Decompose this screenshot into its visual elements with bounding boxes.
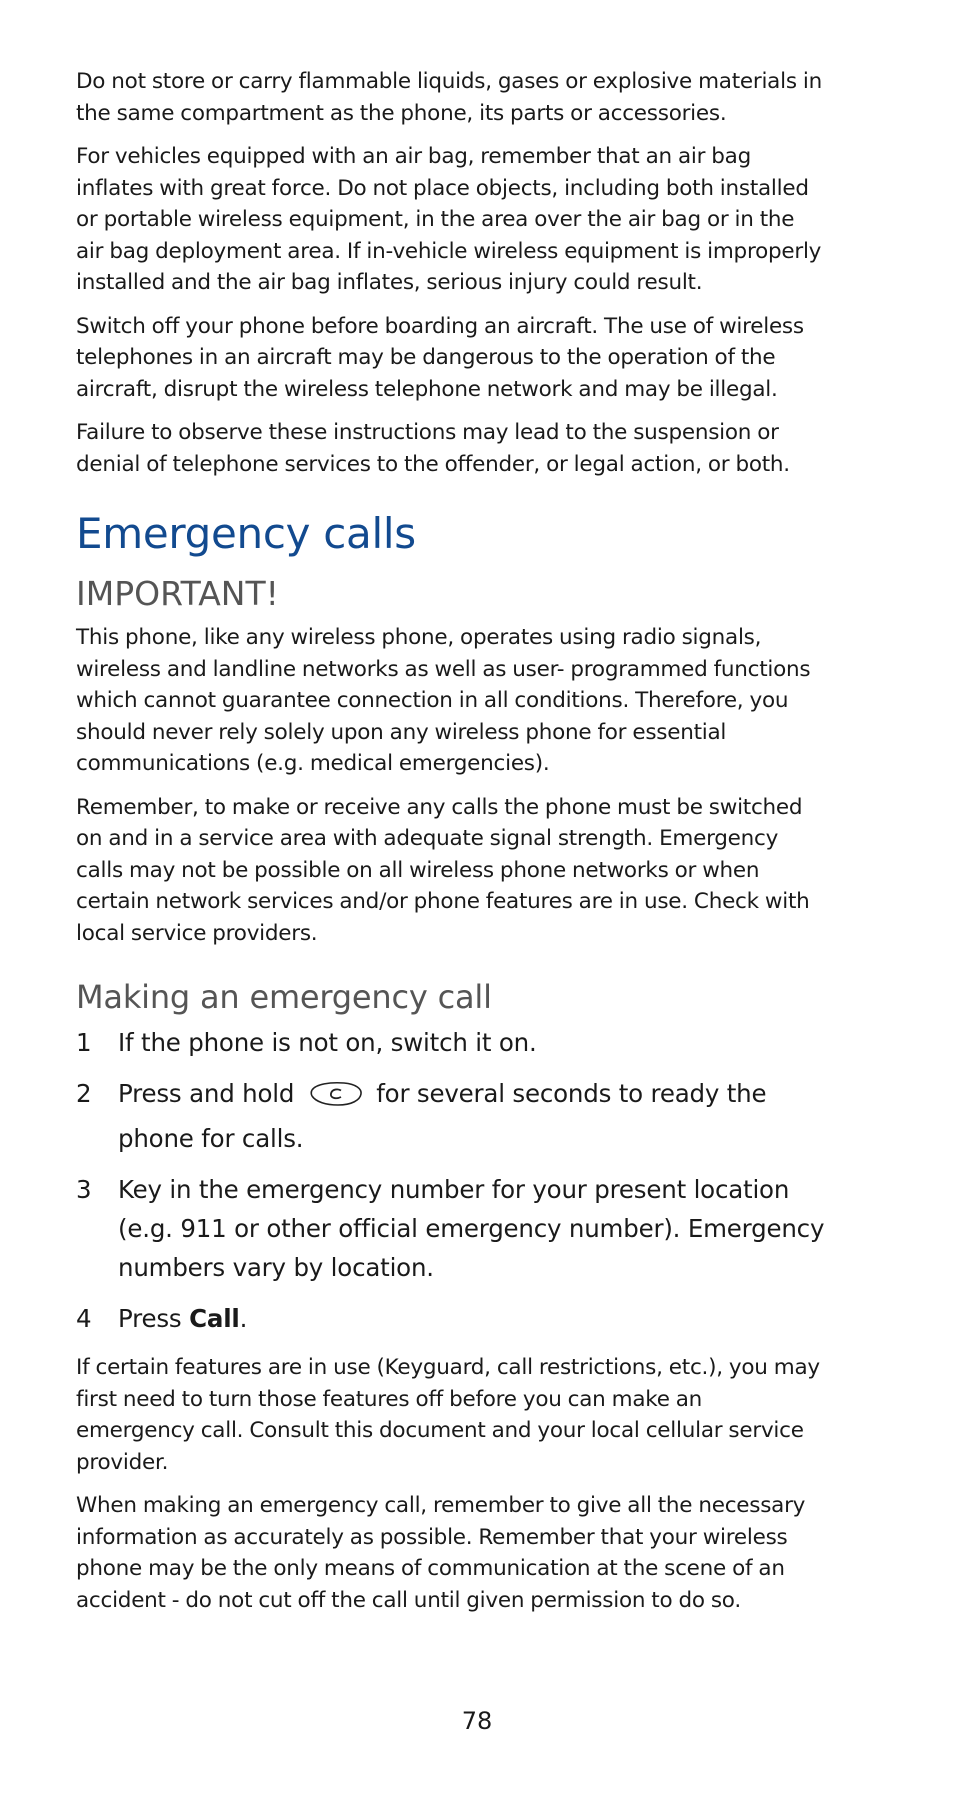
intro-paragraph-flammable: Do not store or carry flammable liquids, gases or explosive materials in the same compartment as the phone, its parts or accessories. — [76, 69, 822, 126]
step-text-before: Press and hold — [118, 1079, 295, 1108]
step-3 — [76, 1170, 826, 1287]
step-number: 1 — [76, 1028, 92, 1057]
intro-paragraph-failure: Failure to observe these instructions may lead to the suspension or denial of telephone services to the offender, or legal action, or both. — [76, 420, 790, 477]
page-number: 78 — [461, 1707, 493, 1735]
step-text-after: . — [239, 1304, 248, 1333]
call-softkey-label: Call — [189, 1304, 240, 1333]
section-title: Emergency calls — [76, 509, 416, 558]
step-text — [118, 1299, 826, 1338]
step-4 — [76, 1299, 826, 1338]
step-2 — [76, 1074, 826, 1158]
step-text-before: Press — [118, 1304, 190, 1333]
step-number: 3 — [76, 1175, 92, 1204]
steps-list — [76, 1023, 826, 1338]
step-text: Key in the emergency number for your present location (e.g. 911 or other official emergency number). Emergency numbers vary by location. — [118, 1175, 825, 1282]
step-1 — [76, 1023, 826, 1062]
intro-paragraph-aircraft: Switch off your phone before boarding an aircraft. The use of wireless telephones in an aircraft may be dangerous to the operation of the aircraft, disrupt the wireless telephone network and may be illegal. — [76, 313, 804, 402]
closing-paragraph-features: If certain features are in use (Keyguard, call restrictions, etc.), you may first need to turn those features off before you can make an emergency call. Consult this document and your local cellular service provider. — [76, 1355, 820, 1475]
step-number: 4 — [76, 1304, 92, 1333]
closing-paragraph-information: When making an emergency call, remember to give all the necessary information as accurately as possible. Remember that your wireless phone may be the only means of communication at the scene of an accident - do not cut off the call until given permission to do so. — [76, 1493, 806, 1613]
step-text — [118, 1074, 826, 1158]
step-text-after: for several seconds to ready the phone for calls. — [118, 1079, 767, 1153]
important-heading: IMPORTANT! — [76, 574, 279, 613]
step-text: If the phone is not on, switch it on. — [118, 1028, 537, 1057]
important-paragraph-radio: This phone, like any wireless phone, operates using radio signals, wireless and landline networks as well as user- programmed functions which cannot guarantee connection in all conditions. Therefore, you should never rely solely upon any wireless phone for essential communications (e.g. medical emergencies). — [76, 625, 811, 776]
making-call-heading: Making an emergency call — [76, 978, 492, 1016]
step-number: 2 — [76, 1079, 92, 1108]
clear-key-icon — [308, 1080, 364, 1119]
intro-paragraph-airbag: For vehicles equipped with an air bag, remember that an air bag inflates with great force. Do not place objects, including both installed or portable wireless equipment, in the area over the air bag or in the air bag deployment area. If in-vehicle wireless equipment is improperly installed and the air bag inflates, serious injury could result. — [76, 144, 822, 295]
page-content — [76, 66, 826, 1628]
important-paragraph-remember: Remember, to make or receive any calls the phone must be switched on and in a service area with adequate signal strength. Emergency calls may not be possible on all wireless phone networks or when certain network services and/or phone features are in use. Check with local service providers. — [76, 794, 810, 946]
